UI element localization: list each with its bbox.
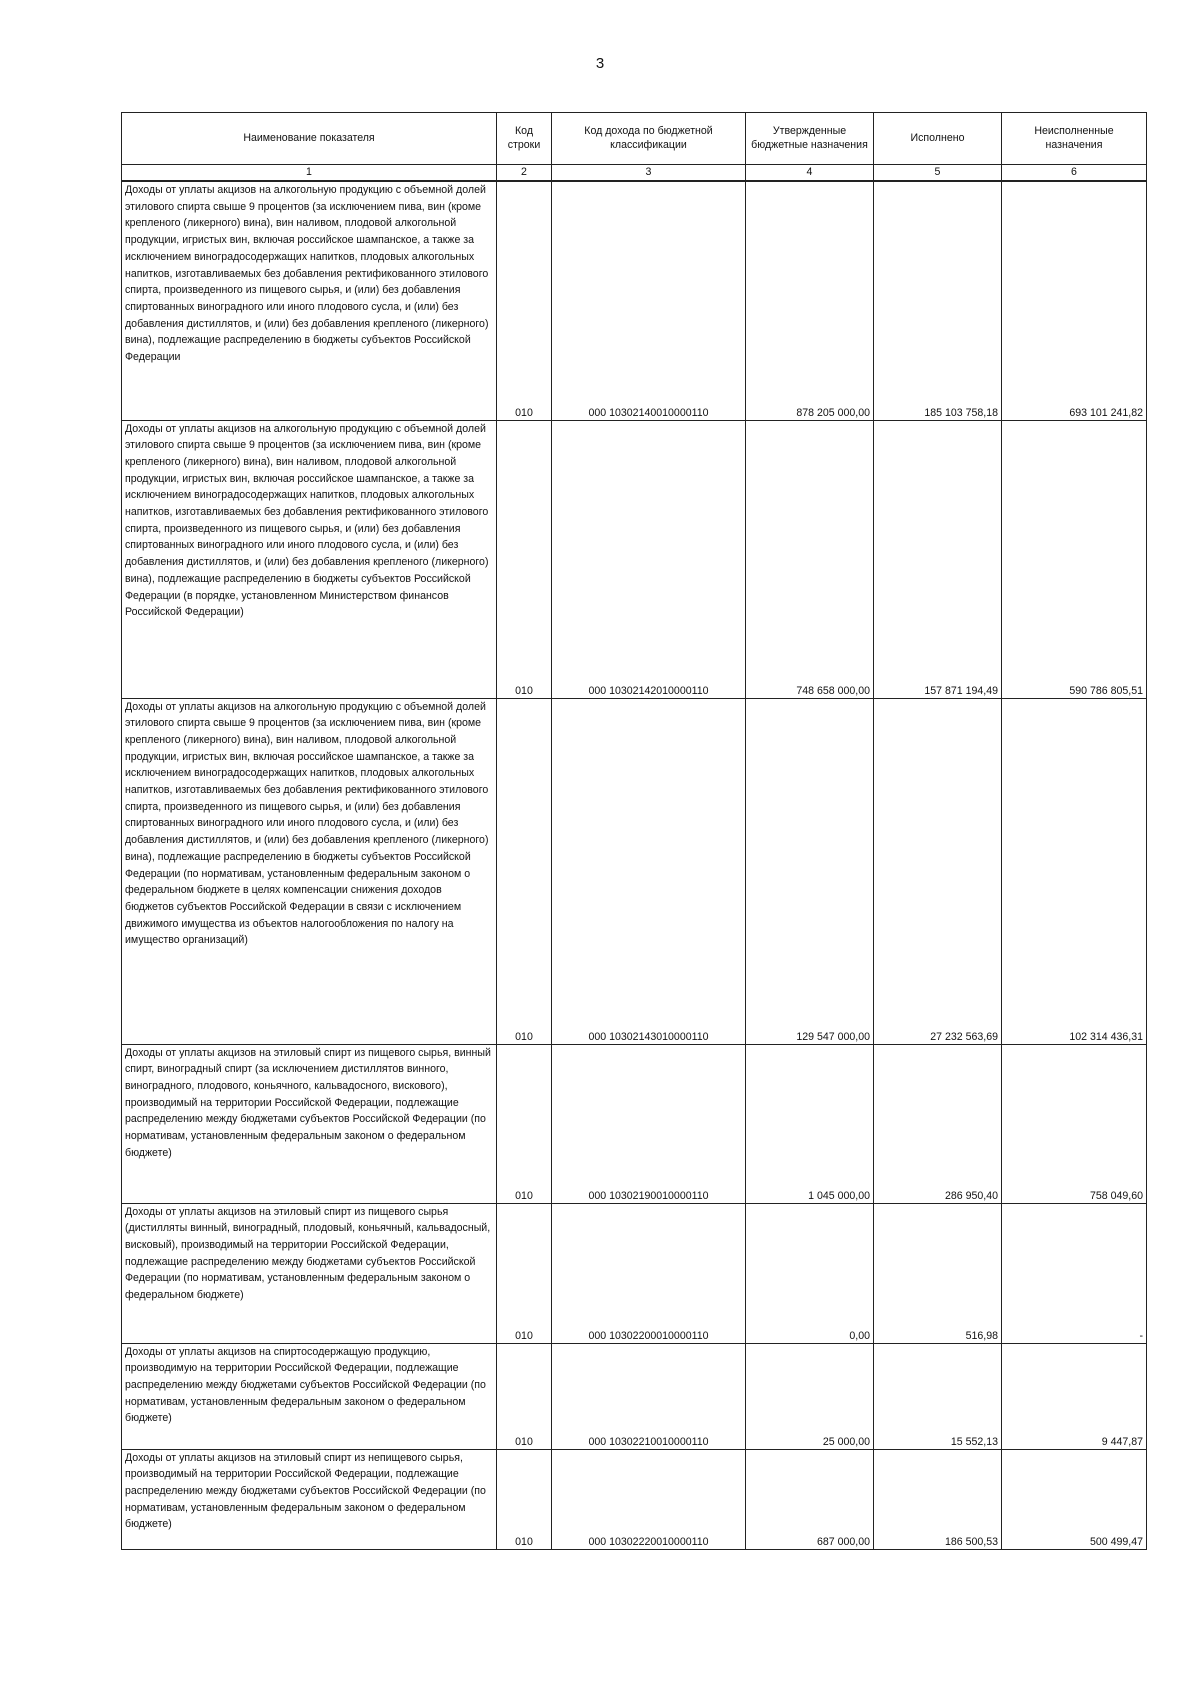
row-income-code: 000 10302190010000110 [552, 1044, 746, 1203]
header-approved: Утвержденные бюджетные назначения [746, 113, 874, 165]
row-name: Доходы от уплаты акцизов на спиртосодержащую продукцию, производимую на территории Российской Федерации, подлежащие распределению между бюджетами субъектов Российской Федерации (по нормативам, установленным федеральным законом о федеральном бюджете) [122, 1343, 497, 1449]
header-line-code: Код строки [497, 113, 552, 165]
table-row [122, 1449, 1147, 1549]
row-approved: 0,00 [746, 1203, 874, 1343]
table-header-row [122, 113, 1147, 165]
row-name: Доходы от уплаты акцизов на этиловый спирт из непищевого сырья, производимый на территории Российской Федерации, подлежащие распределению между бюджетами субъектов Российской Федерации (по нормативам, установленным федеральным законом о федеральном бюджете) [122, 1449, 497, 1549]
column-number: 4 [746, 165, 874, 182]
row-unexecuted: - [1002, 1203, 1147, 1343]
column-number: 6 [1002, 165, 1147, 182]
row-approved: 25 000,00 [746, 1343, 874, 1449]
row-executed: 286 950,40 [874, 1044, 1002, 1203]
row-unexecuted: 590 786 805,51 [1002, 420, 1147, 698]
row-name: Доходы от уплаты акцизов на алкогольную продукцию с объемной долей этилового спирта свыше 9 процентов (за исключением пива, вин (кроме крепленого (ликерного) вина), вин наливом, плодовой алкогольной продукции, игристых вин, включая российское шампанское, а также за исключением виноградосодержащих напитков, плодовых алкогольных напитков, изготавливаемых без добавления ректификованного этилового спирта, произведенного из пищевого сырья, и (или) без добавления спиртованных виноградного или иного плодового сусла, и (или) без добавления дистиллятов, и (или) без добавления крепленого (ликерного) вина), подлежащие распределению в бюджеты субъектов Российской Федерации (по нормативам, установленным федеральным законом о федеральном бюджете в целях компенсации снижения доходов бюджетов субъектов Российской Федерации в связи с исключением движимого имущества из объектов налогообложения по налогу на имущество организаций) [122, 698, 497, 1044]
table-row [122, 420, 1147, 698]
row-executed: 185 103 758,18 [874, 181, 1002, 420]
header-executed: Исполнено [874, 113, 1002, 165]
row-name: Доходы от уплаты акцизов на этиловый спирт из пищевого сырья, винный спирт, виноградный спирт (за исключением дистиллятов винного, виноградного, плодового, коньячного, кальвадосного, вискового), производимый на территории Российской Федерации, подлежащие распределению между бюджетами субъектов Российской Федерации (по нормативам, установленным федеральным законом о федеральном бюджете) [122, 1044, 497, 1203]
row-line-code: 010 [497, 1449, 552, 1549]
table-row [122, 1343, 1147, 1449]
row-executed: 186 500,53 [874, 1449, 1002, 1549]
row-income-code: 000 10302143010000110 [552, 698, 746, 1044]
row-income-code: 000 10302140010000110 [552, 181, 746, 420]
column-number: 2 [497, 165, 552, 182]
row-unexecuted: 102 314 436,31 [1002, 698, 1147, 1044]
row-approved: 1 045 000,00 [746, 1044, 874, 1203]
column-number: 3 [552, 165, 746, 182]
row-unexecuted: 758 049,60 [1002, 1044, 1147, 1203]
row-executed: 15 552,13 [874, 1343, 1002, 1449]
row-line-code: 010 [497, 420, 552, 698]
table-row [122, 698, 1147, 1044]
row-line-code: 010 [497, 181, 552, 420]
table-row [122, 181, 1147, 420]
table-row [122, 1203, 1147, 1343]
row-unexecuted: 9 447,87 [1002, 1343, 1147, 1449]
row-line-code: 010 [497, 698, 552, 1044]
header-income-code: Код дохода по бюджетной классификации [552, 113, 746, 165]
budget-income-table [121, 112, 1147, 1550]
row-name: Доходы от уплаты акцизов на алкогольную продукцию с объемной долей этилового спирта свыше 9 процентов (за исключением пива, вин (кроме крепленого (ликерного) вина), вин наливом, плодовой алкогольной продукции, игристых вин, включая российское шампанское, а также за исключением виноградосодержащих напитков, плодовых алкогольных напитков, изготавливаемых без добавления ректификованного этилового спирта, произведенного из пищевого сырья, и (или) без добавления спиртованных виноградного или иного плодового сусла, и (или) без добавления дистиллятов, и (или) без добавления крепленого (ликерного) вина), подлежащие распределению в бюджеты субъектов Российской Федерации (в порядке, установленном Министерством финансов Российской Федерации) [122, 420, 497, 698]
row-approved: 748 658 000,00 [746, 420, 874, 698]
row-line-code: 010 [497, 1044, 552, 1203]
row-line-code: 010 [497, 1343, 552, 1449]
page-number: 3 [595, 55, 605, 72]
column-number: 5 [874, 165, 1002, 182]
row-executed: 27 232 563,69 [874, 698, 1002, 1044]
row-income-code: 000 10302220010000110 [552, 1449, 746, 1549]
table-row [122, 1044, 1147, 1203]
column-number-row [122, 165, 1147, 182]
row-name: Доходы от уплаты акцизов на алкогольную продукцию с объемной долей этилового спирта свыше 9 процентов (за исключением пива, вин (кроме крепленого (ликерного) вина), вин наливом, плодовой алкогольной продукции, игристых вин, включая российское шампанское, а также за исключением виноградосодержащих напитков, плодовых алкогольных напитков, изготавливаемых без добавления ректификованного этилового спирта, произведенного из пищевого сырья, и (или) без добавления спиртованных виноградного или иного плодового сусла, и (или) без добавления дистиллятов, и (или) без добавления крепленого (ликерного) вина), подлежащие распределению в бюджеты субъектов Российской Федерации [122, 181, 497, 420]
row-unexecuted: 693 101 241,82 [1002, 181, 1147, 420]
row-executed: 516,98 [874, 1203, 1002, 1343]
column-number: 1 [122, 165, 497, 182]
header-name: Наименование показателя [122, 113, 497, 165]
row-approved: 878 205 000,00 [746, 181, 874, 420]
row-income-code: 000 10302210010000110 [552, 1343, 746, 1449]
row-income-code: 000 10302142010000110 [552, 420, 746, 698]
row-unexecuted: 500 499,47 [1002, 1449, 1147, 1549]
row-executed: 157 871 194,49 [874, 420, 1002, 698]
row-income-code: 000 10302200010000110 [552, 1203, 746, 1343]
row-name: Доходы от уплаты акцизов на этиловый спирт из пищевого сырья (дистилляты винный, виноградный, плодовый, коньячный, кальвадосный, висковый), производимый на территории Российской Федерации, подлежащие распределению между бюджетами субъектов Российской Федерации (по нормативам, установленным федеральным законом о федеральном бюджете) [122, 1203, 497, 1343]
row-approved: 687 000,00 [746, 1449, 874, 1549]
row-approved: 129 547 000,00 [746, 698, 874, 1044]
row-line-code: 010 [497, 1203, 552, 1343]
header-unexecuted: Неисполненные назначения [1002, 113, 1147, 165]
